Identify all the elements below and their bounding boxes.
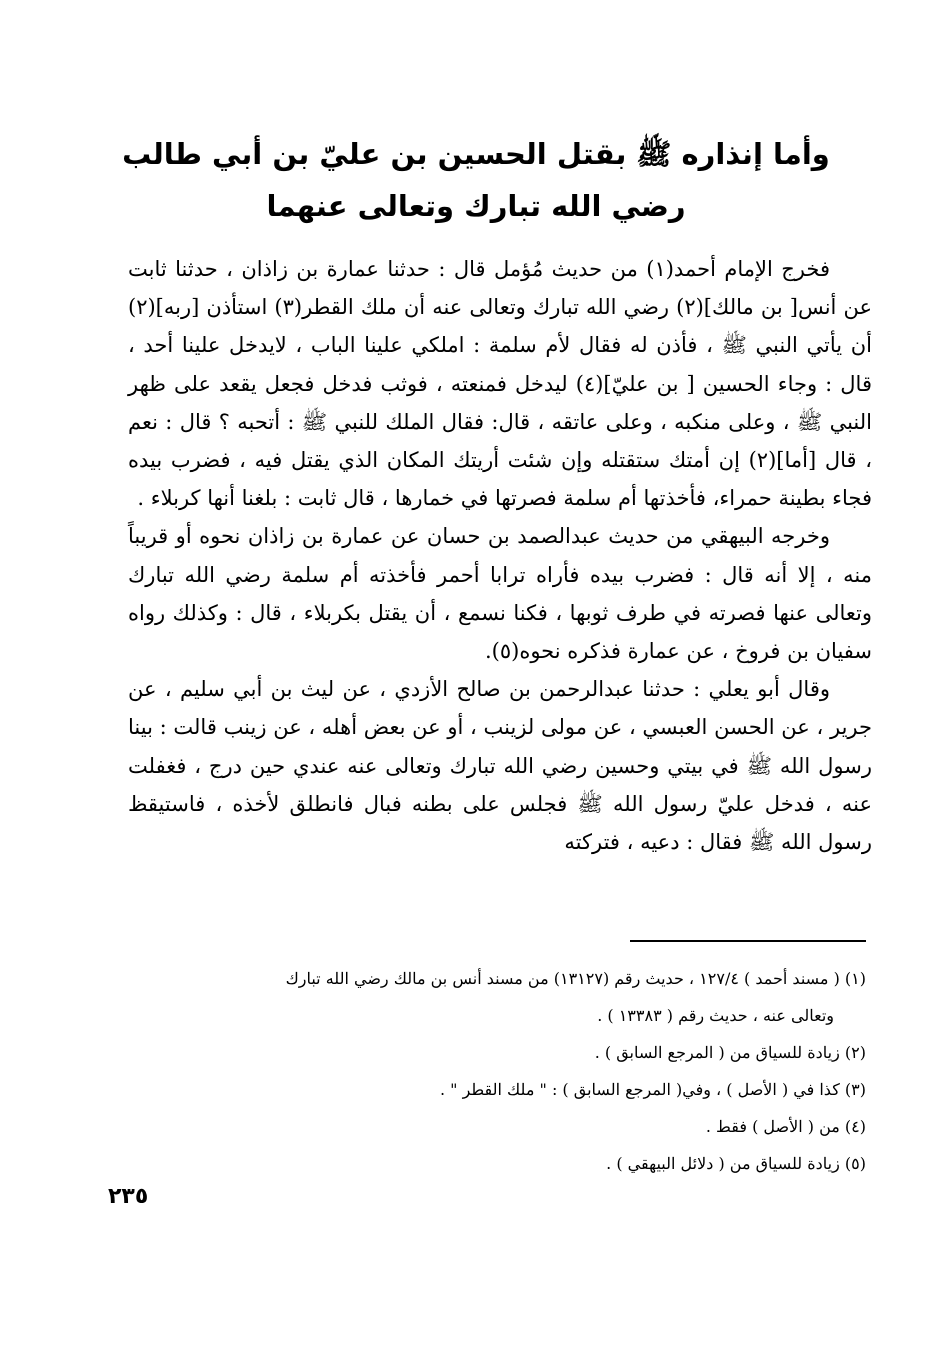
footnote-3: (٣) كذا في ( الأصل ) ، وفي( المرجع السابق ) : " ملك القطر " . [439,1080,866,1099]
paragraph: وخرجه البيهقي من حديث عبدالصمد بن حسان عن عمارة بن زاذان نحوه أو قريباً منه ، إلا أنه قال : فضرب بيده فأراه ترابا أحمر فأخذته أم سلمة رضي الله تبارك وتعالى عنها فصرته في طرف ثوبها ، فكنا نسمع ، أن يقتل بكربلاء ، قال : وكذلك رواه سفيان بن فروخ ، عن عمارة فذكره نحوه(٥). [128,524,872,664]
chapter-heading [120,128,832,232]
paragraph: فخرج الإمام أحمد(١) من حديث مُؤمل قال : حدثنا عمارة بن زاذان ، حدثنا ثابت عن أنس[ بن مالك](٢) رضي الله تبارك وتعالى عنه أن ملك القطر(٣) استأذن [ربه](٢) أن يأتي النبي ﷺ ، فأذن له فقال لأم سلمة : املكي علينا الباب ، لايدخل علينا أحد ، قال : وجاء الحسين [ بن عليّ](٤) ليدخل فمنعته ، فوثب فدخل فجعل يقعد على ظهر النبي ﷺ ، وعلى منكبه ، وعلى عاتقه ، قال: فقال الملك للنبي ﷺ : أتحبه ؟ قال : نعم ، قال [أما](٢) إن أمتك ستقتله وإن شئت أريتك المكان الذي يقتل فيه ، فضرب بيده فجاء بطينة حمراء، فأخذتها أم سلمة فصرتها في خمارها ، قال ثابت : بلغنا أنها كربلاء . [128,257,872,511]
heading-line-1: وأما إنذاره ﷺ بقتل الحسين بن عليّ بن أبي طالب [122,137,830,171]
heading-line-2: رضي الله تبارك وتعالى عنهما [266,189,686,223]
footnote-separator [630,940,866,942]
body-text [128,250,872,861]
footnote-1: (١) ( مسند أحمد ) ١٢٧/٤ ، حديث رقم (١٣١٢٧) من مسند أنس بن مالك رضي الله تبارك [285,969,866,988]
footnote-5: (٥) زيادة للسياق من ( دلائل البيهقي ) . [606,1154,866,1173]
paragraph: وقال أبو يعلي : حدثنا عبدالرحمن بن صالح الأزدي ، عن ليث بن أبي سليم ، عن جرير ، عن الحسن العبسي ، عن مولى لزينب ، أو عن بعض أهله ، عن زينب قالت : بينا رسول الله ﷺ في بيتي وحسين رضي الله تبارك وتعالى عنه عندي حين درج ، فغفلت عنه ، فدخل عليّ رسول الله ﷺ فجلس على بطنه فبال فانطلق لأخذه ، فاستيقظ رسول الله ﷺ فقال : دعيه ، فتركته [128,677,872,855]
footnotes [128,960,866,1182]
page-number: ٢٣٥ [108,1184,149,1209]
footnote-2: (٢) زيادة للسياق من ( المرجع السابق ) . [594,1043,866,1062]
footnote-4: (٤) من ( الأصل ) فقط . [705,1117,866,1136]
footnote-1-continuation: وتعالى عنه ، حديث رقم ( ١٣٣٨٣ ) . [597,1006,834,1025]
